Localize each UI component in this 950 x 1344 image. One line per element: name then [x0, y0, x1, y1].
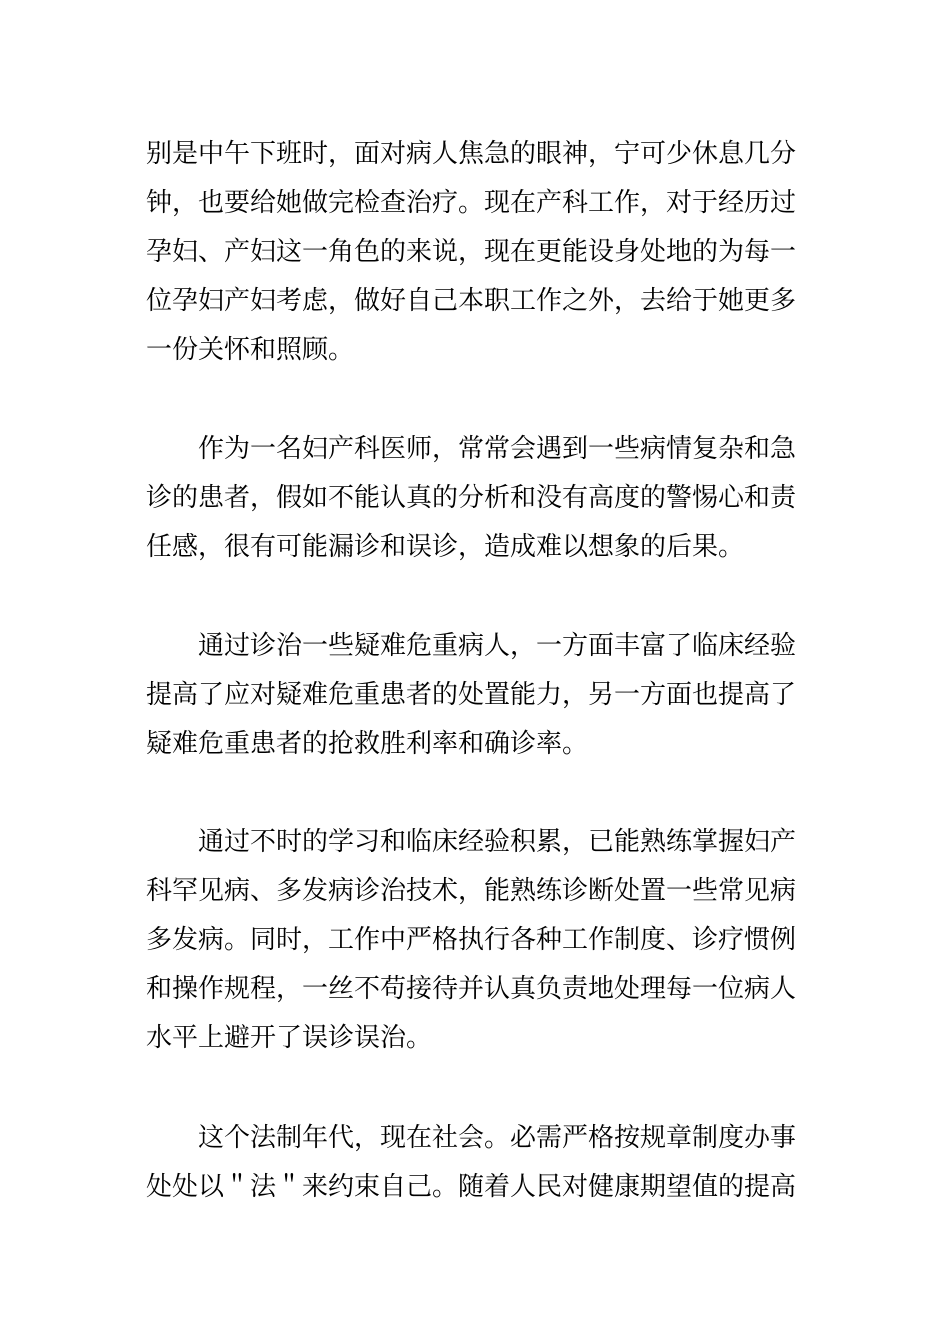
paragraph-5	[146, 1114, 806, 1212]
paragraph-line: 水平上避开了误诊误治。	[146, 1023, 433, 1053]
paragraph-line: 通过诊治一些疑难危重病人，一方面丰富了临床经验	[198, 631, 797, 661]
paragraph-4	[146, 818, 806, 1063]
paragraph-line: 任感，很有可能漏诊和误诊，造成难以想象的后果。	[146, 532, 745, 562]
paragraph-2	[146, 425, 806, 572]
paragraph-line: 一份关怀和照顾。	[146, 335, 355, 365]
paragraph-line: 处处以＂法＂来约束自己。随着人民对健康期望值的提高	[146, 1172, 797, 1202]
paragraph-line: 多发病。同时，工作中严格执行各种工作制度、诊疗惯例	[146, 925, 797, 955]
paragraph-line: 科罕见病、多发病诊治技术，能熟练诊断处置一些常见病	[146, 876, 797, 906]
paragraph-line: 钟，也要给她做完检查治疗。现在产科工作，对于经历过	[146, 188, 797, 218]
paragraph-line: 通过不时的学习和临床经验积累，已能熟练掌握妇产	[198, 827, 797, 857]
paragraph-line: 作为一名妇产科医师，常常会遇到一些病情复杂和急	[198, 434, 797, 464]
paragraph-line: 这个法制年代，现在社会。必需严格按规章制度办事	[198, 1123, 797, 1153]
paragraph-line: 和操作规程，一丝不苟接待并认真负责地处理每一位病人	[146, 974, 797, 1004]
paragraph-1	[146, 130, 806, 375]
paragraph-line: 孕妇、产妇这一角色的来说，现在更能设身处地的为每一	[146, 237, 797, 267]
paragraph-line: 别是中午下班时，面对病人焦急的眼神，宁可少休息几分	[146, 139, 797, 169]
paragraph-3	[146, 622, 806, 769]
paragraph-line: 位孕妇产妇考虑，做好自己本职工作之外，去给于她更多	[146, 286, 797, 316]
paragraph-line: 诊的患者，假如不能认真的分析和没有高度的警惕心和责	[146, 483, 797, 513]
paragraph-line: 疑难危重患者的抢救胜利率和确诊率。	[146, 729, 589, 759]
paragraph-line: 提高了应对疑难危重患者的处置能力，另一方面也提高了	[146, 680, 797, 710]
